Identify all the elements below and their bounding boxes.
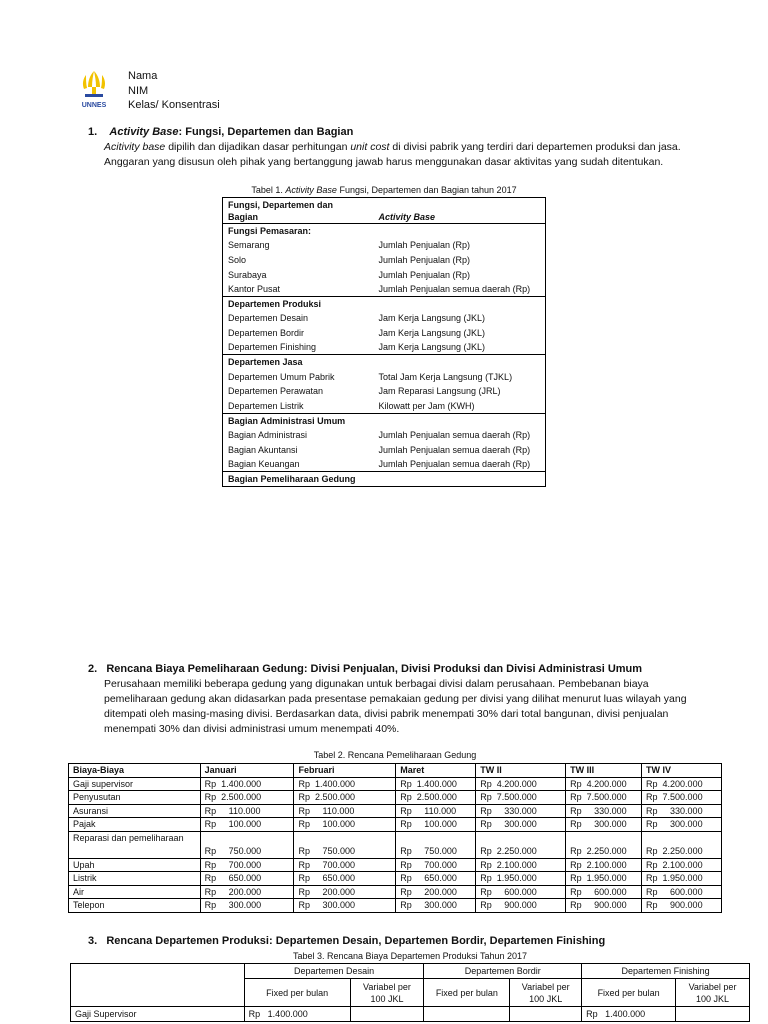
table3-dept-row [71, 964, 750, 979]
table2-cost-value: Rp 7.500.000 [476, 791, 566, 805]
table2-header-cell: Februari [294, 764, 396, 778]
table3-fixed-header: Fixed per bulan [582, 979, 676, 1007]
table2-cost-value: Rp 600.000 [566, 885, 642, 899]
table2-row [69, 804, 722, 818]
table2-cost-value: Rp 750.000 [200, 831, 294, 858]
production-dept-table [70, 963, 750, 1022]
table1-cell-base: Jumlah Penjualan (Rp) [378, 269, 471, 280]
table3-variable-header [510, 979, 582, 1007]
table1-cell-base: Kilowatt per Jam (KWH) [378, 400, 475, 411]
table1-row [223, 369, 546, 384]
kelas-label: Kelas/ Konsentrasi [128, 99, 220, 111]
table2-header-cell: TW II [476, 764, 566, 778]
table2-header-cell: Maret [396, 764, 476, 778]
table2-cost-value: Rp 300.000 [294, 899, 396, 913]
s2-line4: menempati 30% dan divisi administrasi umum menempati 40%. [104, 723, 400, 735]
maintenance-cost-table [68, 763, 722, 913]
table2-cost-value: Rp 300.000 [396, 899, 476, 913]
table1-cell-name: Solo [228, 254, 247, 265]
table2-cost-value: Rp 750.000 [294, 831, 396, 858]
table2-cost-value: Rp 2.100.000 [642, 858, 722, 872]
table2-cost-value: Rp 700.000 [200, 858, 294, 872]
table2-cost-value: Rp 2.250.000 [566, 831, 642, 858]
table2-row [69, 777, 722, 791]
section2-paragraph [104, 677, 724, 737]
table1-cell-base: Total Jam Kerja Langsung (TJKL) [378, 371, 513, 382]
table2-cost-name: Air [69, 885, 201, 899]
table2-cost-value: Rp 650.000 [200, 872, 294, 886]
table2-cost-name: Reparasi dan pemeliharaan [69, 831, 201, 858]
table2-cost-value: Rp 1.400.000 [200, 777, 294, 791]
table3-variable-header [676, 979, 750, 1007]
table2-cost-value: Rp 700.000 [396, 858, 476, 872]
table2-row [69, 791, 722, 805]
table2-row [69, 831, 722, 858]
cap1-a: Tabel 1. [251, 185, 286, 195]
variable-line1: Variabel per [363, 981, 411, 992]
table2-cost-name: Upah [69, 858, 201, 872]
table2-header-cell: TW IV [642, 764, 722, 778]
p1-b: di divisi pabrik yang terdiri dari departemen produksi dan jasa. [389, 141, 681, 153]
table2-cost-value: Rp 300.000 [200, 899, 294, 913]
table1-cell-base: Jumlah Penjualan semua daerah (Rp) [378, 283, 531, 294]
table1-cell-name: Bagian Akuntansi [228, 444, 298, 455]
table2-cost-value: Rp 1.400.000 [396, 777, 476, 791]
section2-heading [88, 663, 642, 675]
table2-cost-value: Rp 200.000 [396, 885, 476, 899]
table1-head-col2: Activity Base [378, 212, 436, 222]
table2-header-row [69, 764, 722, 778]
table2-caption: Tabel 2. Rencana Pemeliharaan Gedung [313, 750, 477, 760]
table2-cost-value: Rp 2.250.000 [642, 831, 722, 858]
table1-group-title: Bagian Administrasi Umum [223, 413, 546, 428]
table3-variable-header [350, 979, 424, 1007]
table2-cost-value: Rp 330.000 [642, 804, 722, 818]
table2-cost-value: Rp 300.000 [566, 818, 642, 832]
section3-number: 3. [88, 935, 98, 947]
unnes-logo [76, 67, 112, 113]
table1-cell-name: Bagian Administrasi [228, 430, 308, 441]
table2-cost-value: Rp 300.000 [642, 818, 722, 832]
table3-cost-value [676, 1007, 750, 1022]
table1-row [223, 311, 546, 326]
table1-cell-base: Jumlah Penjualan semua daerah (Rp) [378, 430, 531, 441]
table2-row [69, 858, 722, 872]
table3-cost-value: Rp 1.400.000 [582, 1007, 676, 1022]
variable-line2: 100 JKL [529, 993, 563, 1004]
table2-cost-value: Rp 7.500.000 [642, 791, 722, 805]
table3-dept-header: Departemen Bordir [424, 964, 582, 979]
section1-title-rest: : Fungsi, Departemen dan Bagian [178, 126, 354, 138]
table2-row [69, 872, 722, 886]
section1-title-italic: Activity Base [109, 126, 179, 138]
p1-italic2: unit cost [350, 141, 390, 153]
table1-row [223, 442, 546, 457]
section1-paragraph [104, 140, 704, 169]
table1-group-row [223, 472, 546, 487]
table2-cost-value: Rp 2.250.000 [476, 831, 566, 858]
table1-cell-name: Departemen Desain [228, 313, 309, 324]
s2-line3: ditempati oleh masing-masing divisi. Berdasarkan data, divisi pabrik menempati 30% dari total bangunan, divisi penjualan [104, 708, 669, 720]
table3-fixed-header: Fixed per bulan [424, 979, 510, 1007]
section3-heading [88, 935, 605, 947]
table2-cost-name: Pajak [69, 818, 201, 832]
table2-cost-value: Rp 100.000 [294, 818, 396, 832]
p1-a: dipilih dan dijadikan dasar perhitungan [165, 141, 351, 153]
table2-cost-value: Rp 4.200.000 [476, 777, 566, 791]
table3-cost-value: Rp 1.400.000 [244, 1007, 350, 1022]
table3-caption: Tabel 3. Rencana Biaya Departemen Produksi Tahun 2017 [293, 951, 527, 961]
variable-line1: Variabel per [688, 981, 737, 992]
table1-cell-name: Semarang [228, 240, 270, 251]
table2-cost-value: Rp 200.000 [200, 885, 294, 899]
table1-cell-name: Kantor Pusat [228, 283, 281, 294]
table1-row [223, 267, 546, 282]
table1-cell-name: Departemen Finishing [228, 342, 317, 353]
table2-cost-value: Rp 1.950.000 [476, 872, 566, 886]
section2-title: Rencana Biaya Pemeliharaan Gedung: Divisi Penjualan, Divisi Produksi dan Divisi Administrasi Umum [106, 663, 643, 675]
table1-cell-name: Departemen Umum Pabrik [228, 371, 335, 382]
table2-cost-value: Rp 110.000 [396, 804, 476, 818]
table1-cell-base: Jumlah Penjualan semua daerah (Rp) [378, 459, 531, 470]
table1-row [223, 457, 546, 472]
table2-row [69, 885, 722, 899]
table3-cost-name: Gaji Supervisor [71, 1007, 245, 1022]
table1-row [223, 340, 546, 355]
table1-cell-name: Surabaya [228, 269, 267, 280]
table2-cost-value: Rp 4.200.000 [566, 777, 642, 791]
table2-cost-value: Rp 2.500.000 [396, 791, 476, 805]
table2-cost-value: Rp 900.000 [642, 899, 722, 913]
table2-cost-value: Rp 100.000 [200, 818, 294, 832]
table2-cost-name: Telepon [69, 899, 201, 913]
table1-head-col1: Fungsi, Departemen dan Bagian [228, 200, 334, 222]
table2-cost-value: Rp 2.500.000 [200, 791, 294, 805]
section3-title: Rencana Departemen Produksi: Departemen Desain, Departemen Bordir, Departemen Finishing [106, 935, 606, 947]
table1-group-row [223, 296, 546, 311]
table2-cost-value: Rp 7.500.000 [566, 791, 642, 805]
table2-cost-value: Rp 2.500.000 [294, 791, 396, 805]
table2-cost-value: Rp 100.000 [396, 818, 476, 832]
section1-number: 1. [88, 126, 98, 138]
table1-cell-base: Jumlah Penjualan (Rp) [378, 254, 471, 265]
table2-cost-value: Rp 650.000 [294, 872, 396, 886]
table1-row [223, 428, 546, 443]
table3-cost-value [424, 1007, 510, 1022]
table2-cost-value: Rp 900.000 [566, 899, 642, 913]
table2-cost-value: Rp 1.950.000 [566, 872, 642, 886]
s2-line2: pemeliharaan gedung akan didasarkan pada presentase pemakaian gedung per divisi yang dilihat menurut luas wilayah yang [104, 693, 687, 705]
table2-header-cell: Biaya-Biaya [69, 764, 201, 778]
table2-cost-name: Gaji supervisor [69, 777, 201, 791]
variable-line2: 100 JKL [370, 993, 404, 1004]
table3-cost-value [350, 1007, 424, 1022]
table1-cell-base: Jam Kerja Langsung (JKL) [378, 342, 486, 353]
table1-cell-base: Jam Reparasi Langsung (JRL) [378, 386, 501, 397]
table1-group-title: Departemen Jasa [223, 355, 546, 370]
table2-cost-value: Rp 600.000 [476, 885, 566, 899]
table3-cost-value [510, 1007, 582, 1022]
table2-cost-value: Rp 330.000 [476, 804, 566, 818]
table3-row [71, 1007, 750, 1022]
student-identity [128, 69, 220, 113]
nim-label: NIM [128, 84, 149, 97]
table1-cell-name: Bagian Keuangan [228, 459, 300, 470]
table1-cell-name: Departemen Perawatan [228, 386, 324, 397]
table1-group-row [223, 413, 546, 428]
s2-line1: Perusahaan memiliki beberapa gedung yang digunakan untuk berbagai divisi dalam perusahaan. Pembebanan biaya [104, 678, 649, 690]
table2-cost-value: Rp 1.400.000 [294, 777, 396, 791]
cap1-italic: Activity Base [285, 185, 337, 195]
table2-cost-value: Rp 750.000 [396, 831, 476, 858]
table2-cost-value: Rp 200.000 [294, 885, 396, 899]
table1-header-row [223, 198, 546, 224]
table2-cost-name: Listrik [69, 872, 201, 886]
table3-dept-header: Departemen Finishing [582, 964, 750, 979]
table1-cell-base: Jam Kerja Langsung (JKL) [378, 327, 486, 338]
table2-cost-value: Rp 900.000 [476, 899, 566, 913]
table3-blank-head [71, 964, 245, 1007]
table2-cost-value: Rp 700.000 [294, 858, 396, 872]
table2-cost-name: Asuransi [69, 804, 201, 818]
table1-row [223, 384, 546, 399]
table2-cost-value: Rp 110.000 [294, 804, 396, 818]
table2-cost-value: Rp 300.000 [476, 818, 566, 832]
table2-cost-value: Rp 110.000 [200, 804, 294, 818]
table2-cost-value: Rp 4.200.000 [642, 777, 722, 791]
table1-cell-name: Departemen Listrik [228, 400, 304, 411]
activity-base-table [222, 197, 546, 487]
cap1-b: Fungsi, Departemen dan Bagian tahun 2017 [336, 185, 517, 195]
section1-heading [88, 126, 353, 138]
table2-cost-value: Rp 330.000 [566, 804, 642, 818]
table2-row [69, 899, 722, 913]
table1-group-row [223, 224, 546, 239]
table1-row [223, 282, 546, 297]
table3-fixed-header: Fixed per bulan [244, 979, 350, 1007]
table1-row [223, 238, 546, 253]
table2-cost-value: Rp 650.000 [396, 872, 476, 886]
table1-group-title: Departemen Produksi [223, 296, 546, 311]
table1-caption [222, 185, 546, 195]
table2-cost-value: Rp 600.000 [642, 885, 722, 899]
table1-row [223, 253, 546, 268]
p2: Anggaran yang disusun oleh pihak yang bertanggung jawab harus menggunakan dasar aktivitas yang sudah ditentukan. [104, 155, 664, 168]
table1-cell-name: Departemen Bordir [228, 327, 305, 338]
logo-text: UNNES [81, 102, 107, 109]
table1-group-title: Fungsi Pemasaran: [223, 224, 546, 239]
table1-cell-base: Jumlah Penjualan semua daerah (Rp) [378, 444, 531, 455]
section2-number: 2. [88, 663, 98, 675]
table2-cost-value: Rp 2.100.000 [566, 858, 642, 872]
table2-header-cell: Januari [200, 764, 294, 778]
variable-line2: 100 JKL [696, 993, 730, 1004]
table1-row [223, 399, 546, 414]
table2-header-cell: TW III [566, 764, 642, 778]
table1-cell-base: Jumlah Penjualan (Rp) [378, 240, 471, 251]
table2-cost-value: Rp 1.950.000 [642, 872, 722, 886]
table1-group-title: Bagian Pemeliharaan Gedung [223, 472, 546, 487]
p1-italic: Acitivity base [104, 141, 166, 153]
table1-cell-base: Jam Kerja Langsung (JKL) [378, 313, 486, 324]
table2-row [69, 818, 722, 832]
table2-cost-value: Rp 2.100.000 [476, 858, 566, 872]
variable-line1: Variabel per [521, 981, 570, 992]
table2-cost-name: Penyusutan [69, 791, 201, 805]
nama-label: Nama [128, 70, 158, 82]
table1-group-row [223, 355, 546, 370]
table1-row [223, 326, 546, 341]
table3-dept-header: Departemen Desain [244, 964, 424, 979]
